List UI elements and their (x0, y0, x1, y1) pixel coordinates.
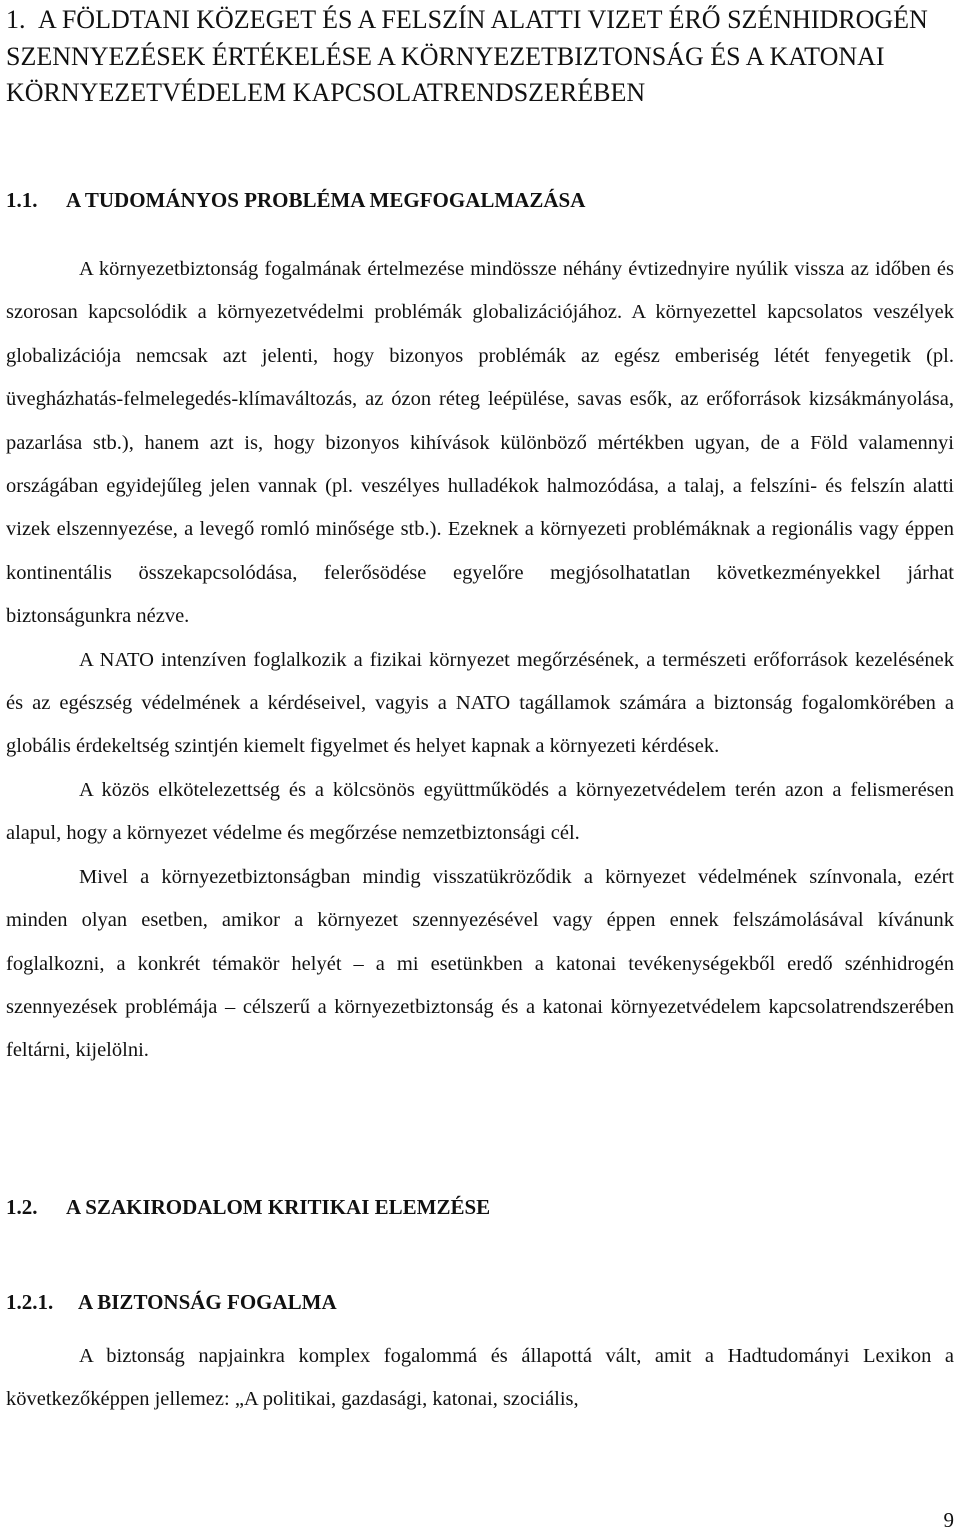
section-heading-1-2-1 (6, 1288, 954, 1316)
chapter-heading (6, 2, 954, 112)
paragraph: A közös elkötelezettség és a kölcsönös együttműködés a környezetvédelem terén azon a felismerésen alapul, hogy a környezet védelme és megőrzése nemzetbiztonsági cél. (6, 778, 954, 845)
paragraph: Mivel a környezetbiztonságban mindig visszatükröződik a környezet védelmének színvonala, ezért minden olyan esetben, amikor a környezet szennyezésével vagy éppen ennek felszámolásával kívánunk foglalkozni, a konkrét témakör helyét – a mi esetünkben a katonai tevékenységekből eredő szénhidrogén szennyezések problémája – célszerű a környezetbiztonság és a katonai környezetvédelem kapcsolatrendszerében feltárni, kijelölni. (6, 865, 954, 1062)
section-number: 1.2.1. (6, 1290, 54, 1314)
paragraph: A biztonság napjainkra komplex fogalommá és állapottá vált, amit a Hadtudományi Lexikon a következőképpen jellemez: „A politikai, gazdasági, katonai, szociális, (6, 1345, 954, 1411)
chapter-number: 1. (6, 5, 26, 34)
section-title: A SZAKIRODALOM KRITIKAI ELEMZÉSE (66, 1195, 491, 1219)
section-heading-1-2 (6, 1193, 954, 1221)
page-number: 9 (943, 1508, 954, 1532)
section-title: A TUDOMÁNYOS PROBLÉMA MEGFOGALMAZÁSA (66, 188, 586, 212)
section-1-1-body (6, 248, 954, 1073)
paragraph: A környezetbiztonság fogalmának értelmezése mindössze néhány évtizednyire nyúlik vissza az időben és szorosan kapcsolódik a környezetvédelmi problémák globalizációjához. A környezettel kapcsolatos veszélyek globalizációja nemcsak azt jelenti, hogy bizonyos problémák az egész emberiség létét fenyegetik (pl. üvegházhatás-felmelegedés-klímaváltozás, az ózon réteg leépülése, savas esők, az erőforrások kizsákmányolása, pazarlása stb.), hanem azt is, hogy bizonyos kihívások különböző mértékben ugyan, de a Föld valamennyi országában egyidejűleg jelen vannak (pl. veszélyes hulladékok halmozódása, a talaj, a felszíni- és felszín alatti vizek elszennyezése, a levegő romló minősége stb.). Ezeknek a környezeti problémáknak a regionális vagy éppen kontinentális összekapcsolódása, felerősödése egyelőre megjósolhatatlan következményekkel járhat biztonságunkra nézve. (6, 258, 954, 628)
chapter-title: A FÖLDTANI KÖZEGET ÉS A FELSZÍN ALATTI VIZET ÉRŐ SZÉNHIDROGÉN SZENNYEZÉSEK ÉRTÉKELÉSE A KÖRNYEZETBIZTONSÁG ÉS A KATONAI KÖRNYEZETVÉDELEM KAPCSOLATRENDSZERÉBEN (6, 5, 928, 107)
section-heading-1-1 (6, 186, 954, 214)
section-title: A BIZTONSÁG FOGALMA (78, 1290, 337, 1314)
paragraph: A NATO intenzíven foglalkozik a fizikai környezet megőrzésének, a természeti erőforrások kezelésének és az egészség védelmének a kérdéseivel, vagyis a NATO tagállamok számára a biztonság fogalomkörében a globális érdekeltség szintjén kiemelt figyelmet és helyet kapnak a környezeti kérdések. (6, 648, 954, 758)
section-1-2-1-body (6, 1335, 954, 1422)
section-number: 1.2. (6, 1195, 38, 1219)
section-number: 1.1. (6, 188, 38, 212)
